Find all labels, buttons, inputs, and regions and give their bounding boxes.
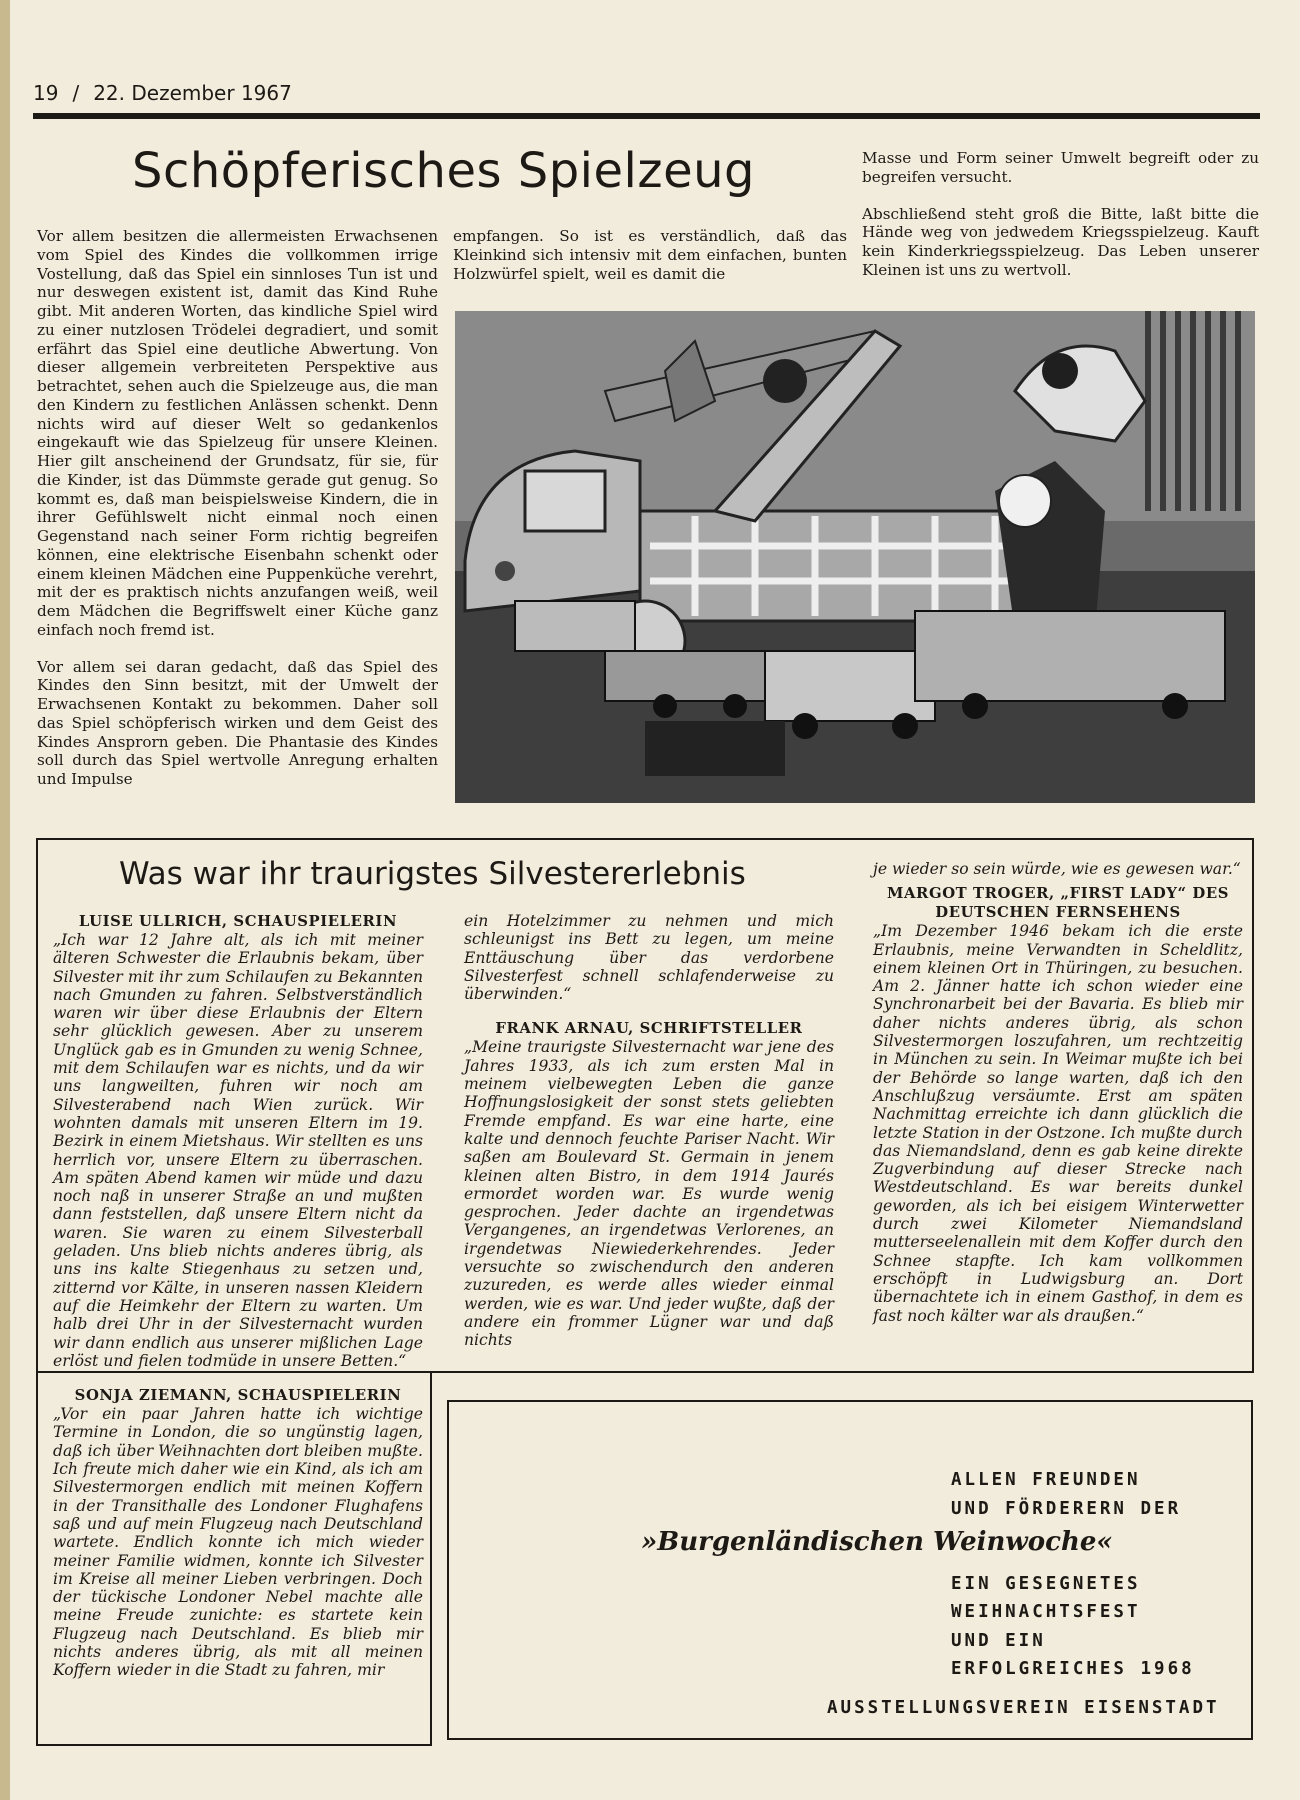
feature-column-2 [464,912,834,1350]
binding-edge [0,0,10,1800]
author-quote: „Ich war 12 Jahre alt, als ich mit meiner älteren Schwester die Erlaubnis bekam, über Silvester mit ihr zum Schilaufen zu Bekannten nach Gmunden zu fahren. Selbstverständlich waren wir über diese Erlaubnis der Eltern sehr glücklich gewesen. Aber zu unserem Unglück gab es in Gmunden zu wenig Schnee, mit dem Schilaufen war es nichts, und da wir uns langweilten, fuhren wir noch am Silvesterabend nach Wien zurück. Wir wohnten damals mit unseren Eltern im 19. Bezirk in einem Mietshaus. Wir stellten es uns herrlich vor, unsere Eltern zu überraschen. Am späten Abend kamen wir müde und dazu noch naß in unserer Straße an und mußten dann feststellen, daß unsere Eltern nicht da waren. Sie waren zu einem Silvesterball geladen. Uns blieb nichts anderes übrig, als uns ins kalte Stiegenhaus zu setzen und, zitternd vor Kälte, in unseren nassen Kleidern auf die Heimkehr der Eltern zu warten. Um halb drei Uhr in der Silvesternacht wurden wir dann endlich aus unserer mißlichen Lage erlöst und fielen todmüde in unsere Betten.“ [53,931,423,1370]
article-paragraph: empfangen. So ist es verständlich, daß das Kleinkind sich intensiv mit dem einfachen, bunten Holzwürfel spielt, weil es damit die [453,227,847,283]
article-title: Schöpferisches Spielzeug [132,143,755,199]
article-column-3 [862,149,1259,280]
issue-date: 22. Dezember 1967 [93,81,292,105]
article-column-2 [453,227,847,283]
ad-line: UND FÖRDERERN DER [951,1499,1182,1519]
author-quote: „Meine traurigste Silvesternacht war jene des Jahres 1933, als ich zum ersten Mal in meinem vielbewegten Leben die ganze Hoffnungslosigkeit der sonst stets geliebten Fremde empfand. Es war eine harte, eine kalte und dennoch feuchte Pariser Nacht. Wir saßen am Boulevard St. Germain in jenem kleinen alten Bistro, in dem 1914 Jaurés ermordet worden war. Es wurde wenig gesprochen. Jeder dachte an irgendetwas Vergangenes, an irgendetwas Verlorenes, an irgendetwas Niewiederkehrendes. Jeder versuchte so zwischendurch den anderen zuzureden, es werde alles wieder einmal werden, wie es war. Und jeder wußte, daß der andere ein frommer Lügner war und daß nichts [464,1038,834,1350]
feature-column-3 [873,860,1243,1325]
author-name: MARGOT TROGER, „FIRST LADY“ DES DEUTSCHEN FERNSEHENS [887,885,1229,922]
ad-line: EIN GESEGNETES [951,1574,1141,1594]
header-separator: / [72,81,80,105]
author-name: SONJA ZIEMANN, SCHAUSPIELERIN [74,1387,402,1405]
ad-line: ALLEN FREUNDEN [951,1470,1141,1490]
author-quote: ein Hotelzimmer zu nehmen und mich schleunigst ins Bett zu legen, um meine Enttäuschung über das verdorbene Silvesterfest schnell schlafenderweise zu überwinden.“ [464,912,834,1004]
ad-line: WEIHNACHTSFEST [951,1602,1141,1622]
greeting-ad [447,1400,1253,1740]
ad-event-name: »Burgenländischen Weinwoche« [641,1527,1113,1557]
article-paragraph: Masse und Form seiner Umwelt begreift oder zu begreifen versucht. [862,149,1259,186]
ad-line: ERFOLGREICHES 1968 [951,1659,1195,1679]
article-column-1 [37,227,438,789]
ad-line: UND EIN [951,1631,1046,1651]
author-quote: je wieder so sein würde, wie es gewesen war.“ [873,860,1241,878]
article-paragraph: Vor allem sei daran gedacht, daß das Spiel des Kindes den Sinn besitzt, mit der Umwelt der Erwachsenen Kontakt zu bekommen. Daher soll das Spiel schöpferisch wirken und dem Geist des Kindes Ansprorn geben. Die Phantasie des Kindes soll durch das Spiel wertvolle Anregung erhalten und Impulse [37,657,438,788]
author-quote: „Im Dezember 1946 bekam ich die erste Erlaubnis, meine Verwandten in Scheldlitz, einem kleinen Ort in Thüringen, zu besuchen. Am 2. Jänner hatte ich schon wieder eine Synchronarbeit bei der Bavaria. Es blieb mir daher nichts anderes übrig, als schon Silvestermorgen loszufahren, um rechtzeitig in München zu sein. In Weimar mußte ich bei der Behörde so lange warten, daß ich den Anschlußzug versäumte. Erst am späten Nachmittag erreichte ich dann glücklich die letzte Station in der Ostzone. Ich mußte durch das Niemandsland, denn es gab keine direkte Zugverbindung auf dieser Strecke nach Westdeutschland. Es war bereits dunkel geworden, als ich bei eisigem Winterwetter durch zwei Kilometer Niemandsland mutterseelenallein mit dem Koffer durch den Schnee stapfte. Ich kam vollkommen erschöpft in Ludwigsburg an. Dort übernachtete ich in einem Gasthof, in dem es fast noch kälter war als draußen.“ [873,922,1243,1325]
feature-title: Was war ihr traurigstes Silvestererlebnis [119,856,746,892]
page-header [33,81,292,105]
page-number: 19 [33,81,59,105]
ad-sender: AUSSTELLUNGSVEREIN EISENSTADT [827,1698,1220,1718]
author-name: FRANK ARNAU, SCHRIFTSTELLER [495,1020,803,1038]
feature-column-1 [53,912,423,1680]
toy-photo [455,311,1255,803]
header-rule [33,113,1260,119]
author-name: LUISE ULLRICH, SCHAUSPIELERIN [78,913,398,930]
article-paragraph: Abschließend steht groß die Bitte, laßt bitte die Hände weg von jedwedem Kriegsspielzeug. Kauft kein Kinderkriegsspielzeug. Das Leben unserer Kleinen ist uns zu wertvoll. [862,204,1259,279]
article-paragraph: Vor allem besitzen die allermeisten Erwachsenen vom Spiel des Kindes die vollkommen irrige Vostellung, daß das Spiel ein sinnloses Tun ist und nur deswegen existent ist, damit das Kind Ruhe gibt. Mit anderen Worten, das kindliche Spiel wird zu einer nutzlosen Trödelei degradiert, und somit erfährt das Spiel eine deutliche Abwertung. Von dieser allgemein verbreiteten Perspektive aus betrachtet, sehen auch die Spielzeuge aus, die man den Kindern zu festlichen Anlässen schenkt. Denn nichts wird auf dieser Welt so gedankenlos eingekauft wie das Spielzeug für unsere Kleinen. Hier gilt anscheinend der Grundsatz, für sie, für die Kinder, ist das Dümmste gerade gut genug. So kommt es, daß man beispielsweise Kindern, die in ihrer Gefühlswelt nicht einmal noch einen Gegenstand nach seiner Form richtig begreifen können, eine elektrische Eisenbahn schenkt oder einem kleinen Mädchen eine Puppenküche verehrt, mit der es praktisch nichts anzufangen weiß, weil dem Mädchen die Begriffswelt einer Küche ganz einfach noch fremd ist. [37,227,438,639]
author-quote: „Vor ein paar Jahren hatte ich wichtige Termine in London, die so ungünstig lagen, daß ich über Weihnachten dort bleiben mußte. Ich freute mich daher wie ein Kind, als ich am Silvestermorgen endlich mit meinen Koffern in der Transithalle des Londoner Flughafens saß und auf mein Flugzeug nach Deutschland wartete. Endlich konnte ich mich wieder meiner Familie widmen, konnte ich Silvester im Kreise all meiner Lieben verbringen. Doch der tückische Londoner Nebel machte alle meine Freude zunichte: es startete kein Flugzeug nach Deutschland. Es blieb mir nichts anderes übrig, als mit all meinen Koffern wieder in die Stadt zu fahren, mir [53,1405,423,1680]
toy-photo-illustration [455,311,1255,803]
